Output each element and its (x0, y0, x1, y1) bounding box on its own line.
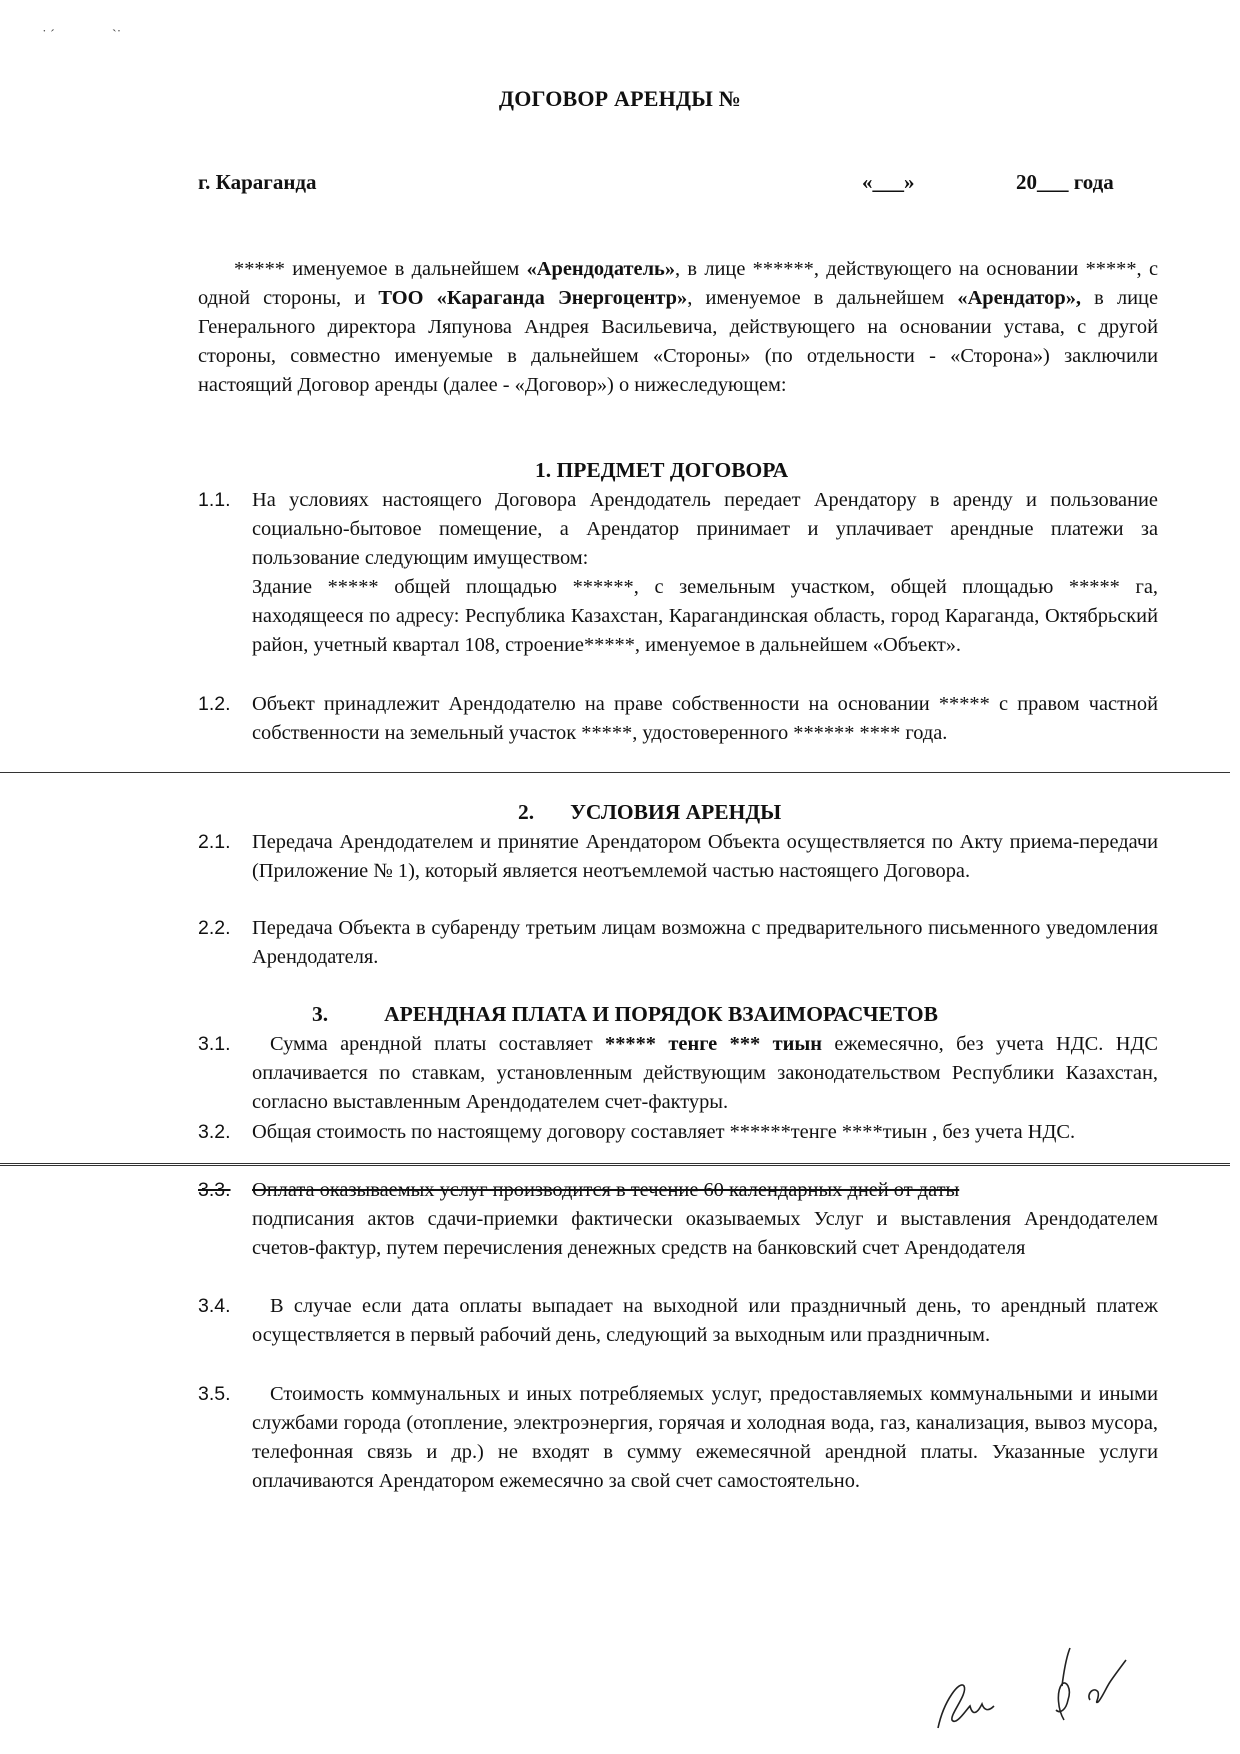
clause-3-4 (198, 1292, 1158, 1350)
struck-text: Оплата оказываемых услуг производится в течение 60 календарных дней от даты (252, 1179, 960, 1201)
preamble-text: , именуемое в дальнейшем (687, 287, 958, 309)
rent-amount: ***** тенге *** тиын (605, 1033, 823, 1055)
struck-line-rule (0, 1163, 1230, 1166)
clause-text (252, 1030, 1158, 1117)
clause-number: 3.2. (198, 1121, 231, 1143)
page-divider (0, 772, 1230, 773)
tenant-term: «Арендатор», (957, 287, 1081, 309)
section-title: АРЕНДНАЯ ПЛАТА И ПОРЯДОК ВЗАИМОРАСЧЕТОВ (384, 1002, 938, 1026)
clause-number: 3.5. (198, 1383, 231, 1405)
date-day: «___» (862, 170, 915, 194)
section-number: 3. (312, 1002, 329, 1026)
tenant-organization: ТОО «Караганда Энергоцентр» (378, 287, 688, 309)
clause-1-2 (198, 690, 1158, 748)
clause-text: подписания актов сдачи-приемки фактически оказываемых Услуг и выставления Арендодателем счетов-фактур, путем перечисления денежных средств на банковский счет Арендодателя (252, 1208, 1158, 1259)
clause-3-2 (198, 1118, 1158, 1147)
section-number: 2. (518, 800, 535, 824)
clause-3-3 (198, 1176, 1158, 1263)
section-title: УСЛОВИЯ АРЕНДЫ (570, 800, 782, 824)
clause-3-5 (198, 1380, 1158, 1496)
clause-text: Объект принадлежит Арендодателю на праве собственности на основании ***** с правом частной собственности на земельный участок *****, удостоверенного ****** **** года. (252, 693, 1158, 744)
preamble (198, 255, 1158, 400)
clause-text-part: Сумма арендной платы составляет (270, 1033, 606, 1055)
clause-text-part: ежемесячно, без учета НДС. НДС оплачивается по ставкам, установленным действующим законодательством Республики Казахстан, согласно выставленным Арендодателем счет-фактуры. (252, 1033, 1159, 1113)
preamble-text: в лице Генерального директора Ляпунова Андрея Васильевича, действующего на основании устава, с другой стороны, совместно именуемые в дальнейшем «Стороны» (по отдельности - «Сторона») заключили настоящий Договор аренды (далее - «Договор») о нижеследующем: (198, 287, 1159, 396)
clause-text: Общая стоимость по настоящему договору составляет ******тенге ****тиын , без учета НДС. (252, 1121, 1076, 1143)
clause-number: 3.4. (198, 1295, 231, 1317)
clause-number: 2.1. (198, 831, 231, 853)
clause-number: 3.1. (198, 1033, 231, 1055)
scan-speck: ˋ˙ (112, 28, 122, 43)
landlord-term: «Арендодатель» (526, 258, 676, 280)
clause-text: Передача Арендодателем и принятие Арендатором Объекта осуществляется по Акту приема-передачи (Приложение № 1), который является неотъемлемой частью настоящего Договора. (252, 831, 1158, 882)
document-title: ДОГОВОР АРЕНДЫ № (498, 86, 742, 111)
scan-speck: ˙ ˊ (42, 28, 55, 43)
city: г. Караганда (198, 170, 317, 194)
clause-text: Передача Объекта в субаренду третьим лицам возможна с предварительного письменного уведомления Арендодателя. (252, 917, 1158, 968)
clause-2-2 (198, 914, 1158, 972)
section-3-heading (312, 1002, 938, 1027)
clause-2-1 (198, 828, 1158, 886)
preamble-text: ***** именуемое в дальнейшем (234, 258, 527, 280)
clause-number: 1.2. (198, 693, 231, 715)
clause-text: В случае если дата оплаты выпадает на выходной или праздничный день, то арендный платеж осуществляется в первый рабочий день, следующий за выходным или праздничным. (252, 1295, 1158, 1346)
clause-1-1 (198, 486, 1158, 660)
clause-number: 1.1. (198, 489, 231, 511)
clause-text: На условиях настоящего Договора Арендодатель передает Арендатору в аренду и пользование социально-бытовое помещение, а Арендатор принимает и уплачивает арендные платежи за пользование следующим имуществом: (252, 489, 1158, 569)
clause-text: Здание ***** общей площадью ******, с земельным участком, общей площадью ***** га, находящееся по адресу: Республика Казахстан, Карагандинская область, город Караганда, Октябрьский район, учетный квартал 108, строение*****, именуемое в дальнейшем «Объект». (252, 576, 1158, 656)
section-1-heading: 1. ПРЕДМЕТ ДОГОВОРА (535, 458, 789, 482)
section-2-heading (518, 800, 781, 825)
date-year: 20___ года (1016, 170, 1114, 194)
clause-3-1 (198, 1030, 1158, 1117)
handwritten-signatures (930, 1640, 1170, 1740)
clause-number: 2.2. (198, 917, 231, 939)
clause-text: Стоимость коммунальных и иных потребляемых услуг, предоставляемых коммунальными и иными службами города (отопление, электроэнергия, горячая и холодная вода, газ, канализация, вывоз мусора, телефонная связь и др.) не входят в сумму ежемесячной арендной платы. Указанные услуги оплачиваются Арендатором ежемесячно за свой счет самостоятельно. (252, 1383, 1158, 1492)
preamble-text: , в лице ******, действующего на основании *****, с одной стороны, и (198, 258, 1158, 309)
clause-number: 3.3. (198, 1179, 231, 1201)
